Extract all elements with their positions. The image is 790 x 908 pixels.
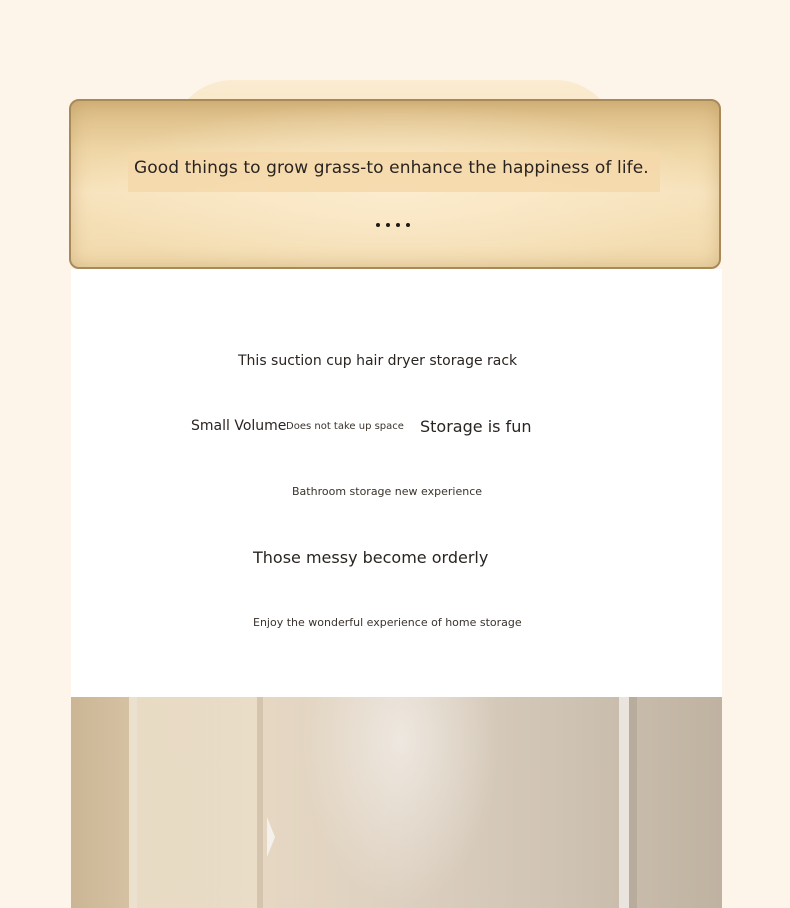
dots-indicator (376, 223, 410, 227)
glass-shadow (629, 697, 637, 908)
tagline-messy-orderly: Those messy become orderly (253, 548, 489, 567)
hook-icon (267, 817, 275, 857)
light-glow (301, 697, 501, 908)
wall-edge-highlight (129, 697, 137, 908)
feature-storage-fun: Storage is fun (420, 417, 532, 436)
header-banner (69, 99, 721, 269)
wall-seam (257, 697, 263, 908)
tagline-enjoy-storage: Enjoy the wonderful experience of home storage (253, 616, 522, 629)
dot-1 (376, 223, 380, 227)
dot-3 (396, 223, 400, 227)
banner-headline: Good things to grow grass-to enhance the happiness of life. (134, 158, 649, 178)
product-description: This suction cup hair dryer storage rack (238, 353, 518, 369)
wall-light-panel (137, 697, 257, 908)
feature-space-note: Does not take up space (286, 421, 404, 432)
dot-4 (406, 223, 410, 227)
description-panel (71, 269, 722, 697)
feature-small-volume: Small Volume (191, 418, 287, 434)
tagline-bathroom-storage: Bathroom storage new experience (292, 485, 483, 498)
dot-2 (386, 223, 390, 227)
glass-edge (619, 697, 629, 908)
bathroom-wall-photo (71, 697, 722, 908)
